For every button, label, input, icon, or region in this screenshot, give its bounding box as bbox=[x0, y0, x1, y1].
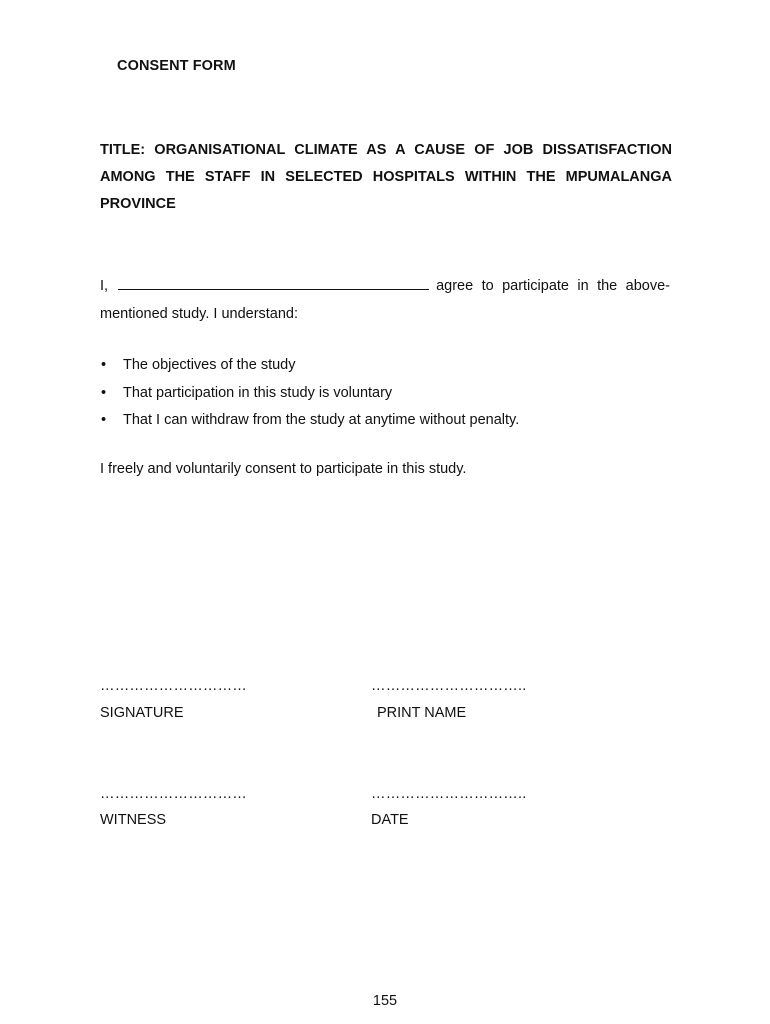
print-name-label: PRINT NAME bbox=[377, 705, 467, 721]
page-number: 155 bbox=[372, 993, 398, 1009]
study-title-line-2: AMONG THE STAFF IN SELECTED HOSPITALS WITHIN THE MPUMALANGA bbox=[100, 169, 672, 185]
list-item-text: That participation in this study is voluntary bbox=[123, 384, 393, 401]
participant-suffix: agree to participate in the above- bbox=[436, 278, 670, 294]
bullet-icon: • bbox=[101, 357, 107, 373]
study-title-line-1: TITLE: ORGANISATIONAL CLIMATE AS A CAUSE OF JOB DISSATISFACTION bbox=[100, 142, 672, 158]
list-item-text: That I can withdraw from the study at anytime without penalty. bbox=[123, 412, 520, 428]
date-line[interactable]: ………………………….. bbox=[371, 786, 527, 802]
participant-statement bbox=[100, 272, 670, 328]
study-title bbox=[100, 137, 672, 218]
consent-statement: I freely and voluntarily consent to participate in this study. bbox=[100, 461, 467, 477]
list-item bbox=[100, 380, 660, 408]
list-item bbox=[100, 407, 660, 435]
list-item bbox=[100, 352, 660, 380]
witness-label: WITNESS bbox=[100, 812, 167, 828]
participant-name-blank[interactable] bbox=[118, 273, 429, 290]
participant-prefix: I, bbox=[100, 278, 109, 294]
understanding-list bbox=[100, 352, 660, 435]
list-item-text: The objectives of the study bbox=[123, 357, 296, 373]
form-heading: CONSENT FORM bbox=[117, 58, 236, 74]
date-label: DATE bbox=[371, 812, 409, 828]
participant-statement-line-1 bbox=[100, 272, 670, 300]
signature-label: SIGNATURE bbox=[100, 705, 184, 721]
bullet-icon: • bbox=[101, 412, 107, 428]
witness-line[interactable]: ………………………… bbox=[100, 786, 247, 802]
print-name-line[interactable]: ………………………….. bbox=[371, 678, 527, 694]
bullet-icon: • bbox=[101, 384, 107, 401]
signature-line[interactable]: ………………………… bbox=[100, 678, 247, 694]
study-title-line-3: PROVINCE bbox=[100, 196, 176, 212]
participant-statement-line-2: mentioned study. I understand: bbox=[100, 306, 299, 322]
